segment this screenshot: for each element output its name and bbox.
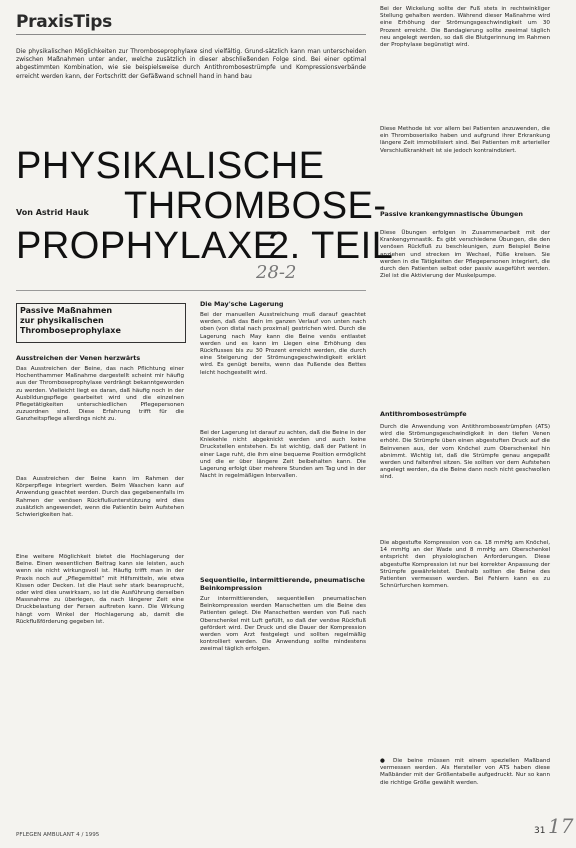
col2-paragraph-3: Zur intermittierenden, sequentiellen pneumatischen Beinkompression werden Manschetten um die Beine des Patienten gelegt. Die Manschetten werden von Fuß nach Oberschenkel mit Luft gefüllt, so daß der venöse Rückfluß gefördert wird. Der Druck und die Dauer der Kompression werden vom Arzt festgelegt und sollten regelmäßig kontrolliert werden. Die Anwendung sollte mindestens zweimal täglich erfolgen. [200, 596, 366, 653]
col3-paragraph-3: Durch die Anwendung von Antithrombosestrümpfen (ATS) wird die Strömungsgeschwindigkeit in den tiefen Venen erhöht. Die Strümpfe üben einen abgestuften Druck auf die Beinvenen aus, der vom Knöchel zum Oberschenkel hin abnimmt. Wichtig ist, daß die Strümpfe genau angepaßt werden und faltenfrei sitzen. Sie sollten vor dem Aufstehen angelegt werden, da die Beine dann noch nicht geschwollen sind. [380, 424, 550, 481]
title-line-1: PHYSIKALISCHE [16, 145, 325, 187]
section-label: PraxisTips [16, 12, 112, 32]
box-line-3: Thromboseprophylaxe [20, 326, 121, 335]
handwritten-page-note: 17 [548, 814, 574, 838]
author-byline: Von Astrid Hauk [16, 208, 89, 217]
col3-paragraph-5: ● Die beine müssen mit einem speziellen Maßband vermessen werden. Als Hersteller von ATS haben diese Maßbänder mit der Größentabelle aufgedruckt. Nur so kann die richtige Größe gewählt werden. [380, 758, 550, 786]
box-line-2: zur physikalischen [20, 316, 104, 325]
footer-publication: PFLEGEN AMBULANT 4 / 1995 [16, 832, 100, 838]
col2-heading-2: Sequentielle, intermittierende, pneumatische Beinkompression [200, 576, 365, 592]
header-rule [16, 34, 366, 35]
page-number: 31 [534, 826, 546, 836]
col3-heading-2: Antithrombosestrümpfe [380, 410, 467, 418]
col3-paragraph-2: Diese Übungen erfolgen in Zusammenarbeit mit der Krankengymnastik. Es gibt verschiedene Übungen, die den venösen Rückfluß zu beschleunigen, zum Beispiel Beine anziehen und strecken im Wechsel, Füße kreisen. Sie werden in die Tätigkeiten der Pflegepersonen integriert, die durch den Patienten selbst oder passiv ausgeführt werden. Ziel ist die Aktivierung der Muskelpumpe. [380, 230, 550, 280]
col1-paragraph-3: Eine weitere Möglichkeit bietet die Hochlagerung der Beine. Einen wesentlichen Beitrag kann sie leisten, auch wenn sie nicht wirkungsvoll ist. Häufig trifft man in der Praxis noch auf „Pflegemittel“ mit Hilfsmitteln, wie etwa Kissen oder Decken. Ist die Haut sehr stark beansprucht, oder wird dies unwirksam, so ist die Ausführung derselben Massnahme zu überlegen, da nach längerer Zeit eine Druckbelastung der Fersen auftreten kann. Die Wirkung hängt vom Winkel der Hochlagerung ab, damit die Rückflußförderung gegeben ist. [16, 554, 184, 625]
col1-heading: Ausstreichen der Venen herzwärts [16, 354, 141, 362]
title-line-3: PROPHYLAXE [16, 225, 279, 267]
col2-heading: Die May'sche Lagerung [200, 300, 284, 308]
col2-paragraph-1: Bei der manuellen Ausstreichung muß darauf geachtet werden, daß das Bein im ganzen Verlauf von unten nach oben (von distal nach proximal) gestrichen wird. Durch die Lagerung nach May kann die Beine venös entlastet werden und es kann im Liegen eine Erhöhung des Rückflusses bis zu 30 Prozent erreicht werden, die durch eine Steigerung der Strömungsgeschwindigkeit erklärt wird. Es genügt bereits, wenn das Fußende des Bettes leicht hochgestellt wird. [200, 312, 366, 376]
col3-paragraph-1: Diese Methode ist vor allem bei Patienten anzuwenden, die ein Thromboserisiko haben und aufgrund ihrer Erkrankung längere Zeit immobilisiert sind. Bei Patienten mit arterieller Verschlußkrankheit ist sie jedoch kontraindiziert. [380, 126, 550, 154]
col2-paragraph-2: Bei der Lagerung ist darauf zu achten, daß die Beine in der Kniekehle nicht abgeknickt werden und auch keine Druckstellen entstehen. Es ist wichtig, daß der Patient in einer Lage ruht, die ihm eine bequeme Position ermöglicht und die er über längere Zeit beibehalten kann. Die Lagerung erfolgt über mehrere Stunden am Tag und in der Nacht in regelmäßigen Intervallen. [200, 430, 366, 480]
title-divider [16, 290, 366, 291]
title-part: 2. TEIL [268, 225, 394, 267]
col1-paragraph-1: Das Ausstreichen der Beine, das nach Pflichtung einer Hochenthammer Maßnahme dargestellt scheint mir häufig aus der Thromboseprophylaxe verdrängt bekanntgeworden zu werden. Vielleicht liegt es daran, daß häufig noch in der Ausbildungspflege gearbeitet wird und die einzelnen Pflegetätigkeiten unterschiedlichen Pflegepersonen zuzuordnen sind. Diese Erfahrung trifft für die Ganzheitspflege allerdings nicht zu. [16, 366, 184, 423]
col3-paragraph-4: Die abgestufte Kompression von ca. 18 mmHg am Knöchel, 14 mmHg an der Wade und 8 mmHg am Oberschenkel entspricht den physiologischen Anforderungen. Diese abgestufte Kompression ist nur bei korrekter Anpassung der Strümpfe gewährleistet. Deshalb sollten die Beine des Patienten vermessen werden. Bei Fehlern kann es zu Schnürfurchen kommen. [380, 540, 550, 590]
box-line-1: Passive Maßnahmen [20, 306, 113, 315]
col3-paragraph-0: Bei der Wickelung sollte der Fuß stets in rechtwinkliger Stellung gehalten werden. Während dieser Maßnahme wird eine Erhöhung der Strömungsgeschwindigkeit um 30 Prozent erreicht. Die Bandagierung sollte zweimal täglich neu angelegt werden, so daß die Blutgerinnung im Rahmen der Prophylaxe begünstigt wird. [380, 6, 550, 49]
intro-paragraph: Die physikalischen Möglichkeiten zur Thromboseprophylaxe sind vielfältig. Grund-sätzlich kann man unterscheiden zwischen Maßnahmen unter ander, welche zusätzlich in dieser abschließenden Folge sind. Bei einer optimal abgestimmten Kombination, wie sie beispielsweise durch Antithrombosestrümpfe und Kompressionsverbände erreicht werden kann, der Fortschritt der Gefäßwand schnell hand in hand bau [16, 48, 366, 80]
col3-heading: Passive krankengymnastische Übungen [380, 210, 523, 218]
title-line-2: THROMBOSE- [124, 185, 387, 227]
handwritten-note: 28-2 [256, 262, 297, 283]
col1-paragraph-2: Das Ausstreichen der Beine kann im Rahmen der Körperpflege integriert werden. Beim Waschen kann auf Anwendung geachtet werden. Durch das gegebenenfalls im Rahmen der venösen Rückflußunterstützung wird dies zusätzlich angewendet, wenn die Patientin beim Aufstehen Schwierigkeiten hat. [16, 476, 184, 519]
